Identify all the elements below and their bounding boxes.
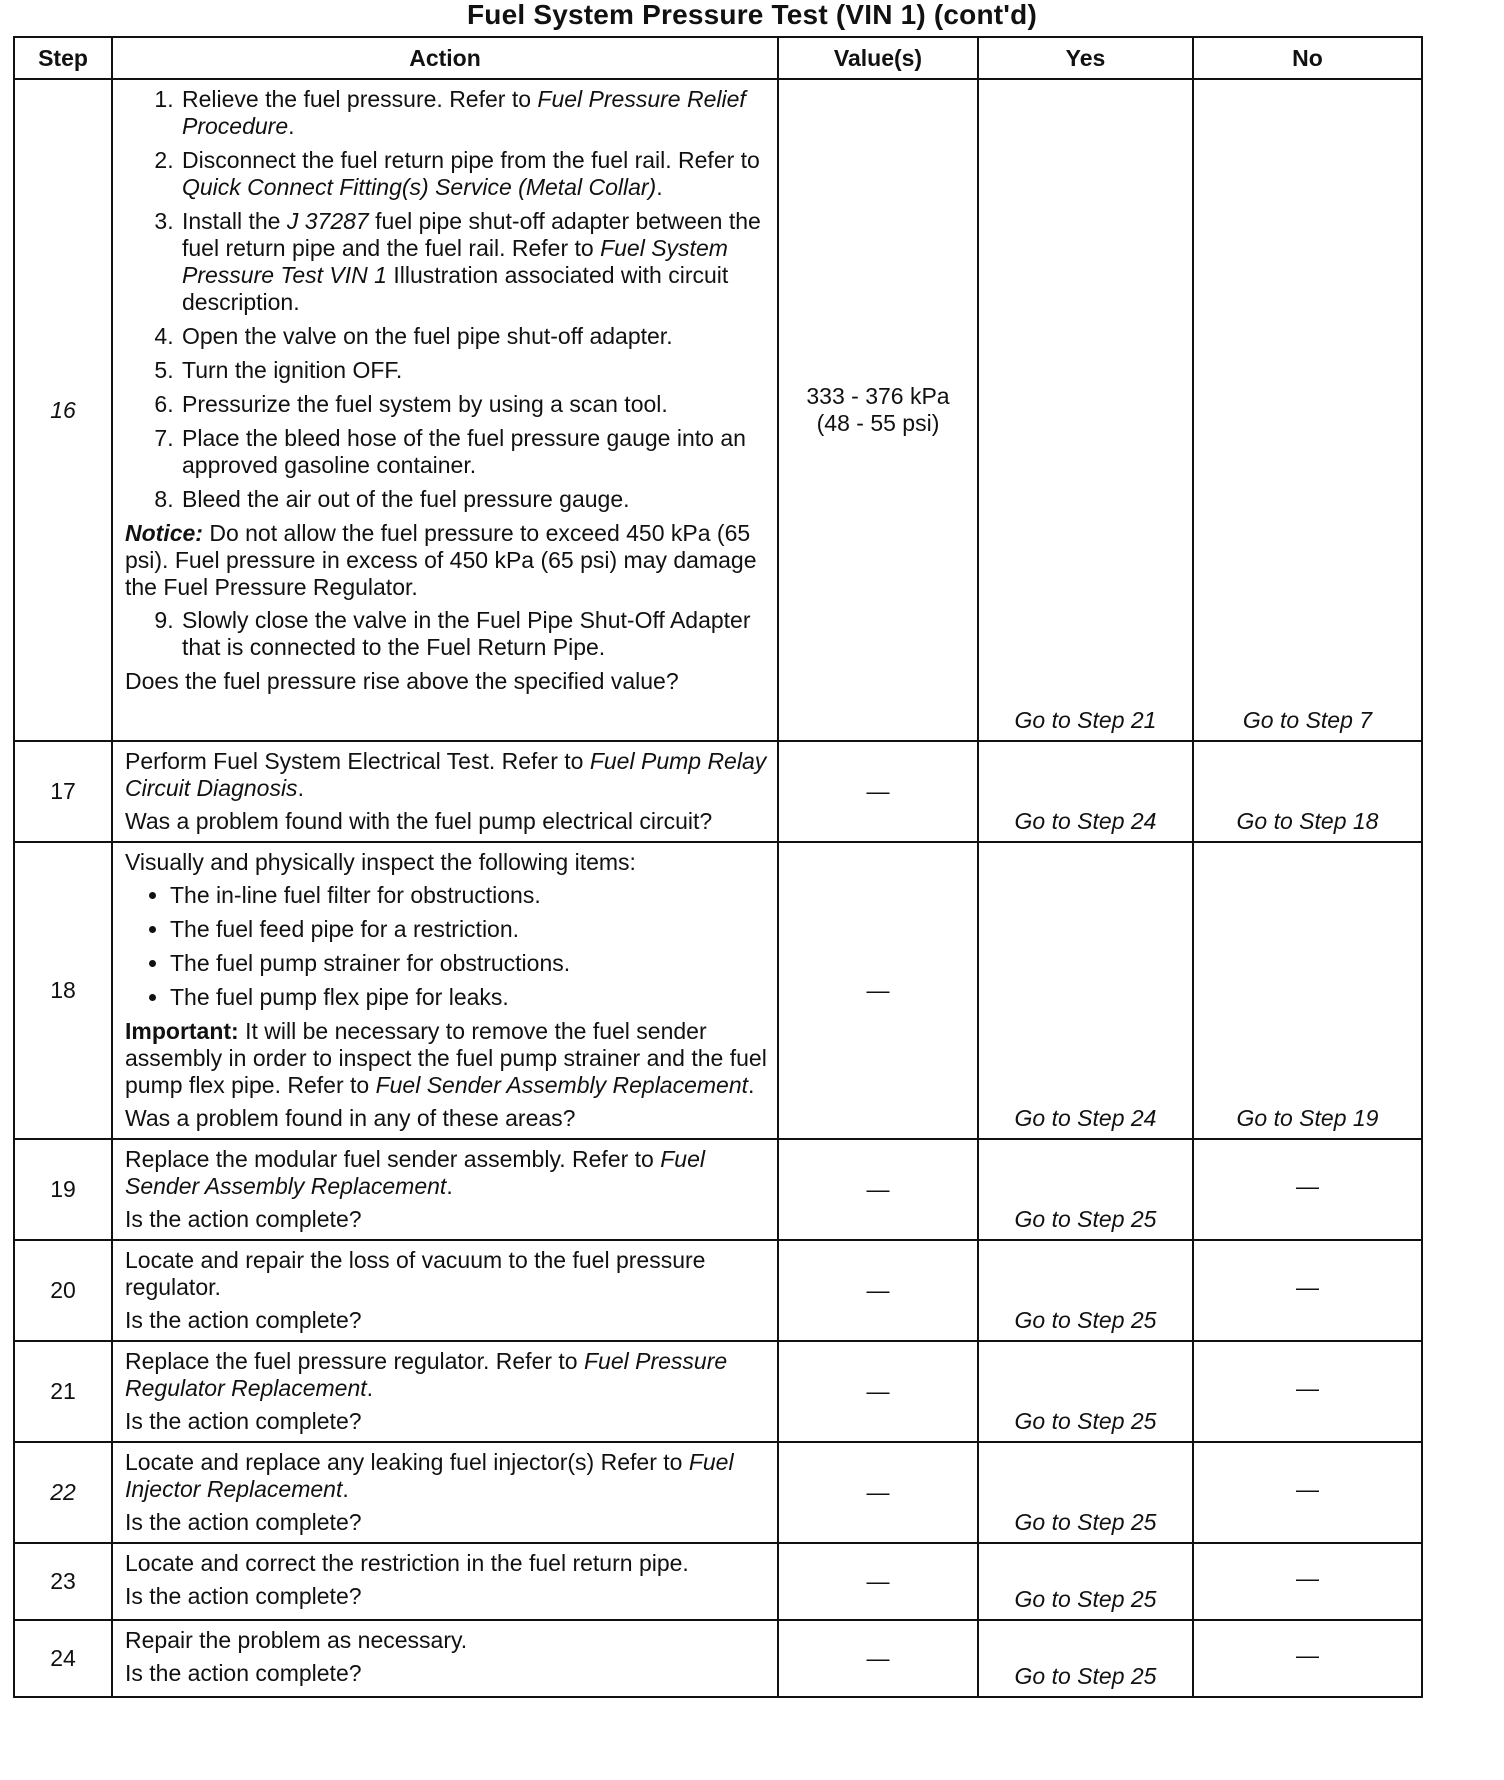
value-kpa: 333 - 376 kPa bbox=[806, 383, 950, 409]
list-item: 8. Bleed the air out of the fuel pressure gauge. bbox=[180, 486, 767, 513]
yes-cell: Go to Step 25 bbox=[978, 1240, 1193, 1341]
action-cell bbox=[112, 79, 778, 741]
step-number: 20 bbox=[14, 1240, 112, 1341]
yes-cell: Go to Step 25 bbox=[978, 1341, 1193, 1442]
important-note: Important: It will be necessary to remove the fuel sender assembly in order to inspect the fuel pump strainer and the fuel pump flex pipe. Refer to Fuel Sender Assembly Replacement. bbox=[125, 1018, 767, 1098]
table-header-row bbox=[14, 37, 1422, 79]
table-row bbox=[14, 1341, 1422, 1442]
table-row bbox=[14, 1620, 1422, 1697]
list-item: 4. Open the valve on the fuel pipe shut-off adapter. bbox=[180, 323, 767, 350]
list-item: • The fuel pump flex pipe for leaks. bbox=[170, 984, 767, 1011]
header-no: No bbox=[1193, 37, 1422, 79]
no-cell: Go to Step 18 bbox=[1193, 741, 1422, 842]
list-item: • The fuel feed pipe for a restriction. bbox=[170, 916, 767, 943]
list-item: 2. Disconnect the fuel return pipe from the fuel rail. Refer to Quick Connect Fitting(s) Service (Metal Collar). bbox=[180, 147, 767, 201]
action-cell: Locate and repair the loss of vacuum to the fuel pressure regulator. Is the action complete? bbox=[112, 1240, 778, 1341]
table-row bbox=[14, 1240, 1422, 1341]
question: Was a problem found with the fuel pump electrical circuit? bbox=[125, 808, 713, 834]
action-cell: Visually and physically inspect the following items: • The in-line fuel filter for obstructions. • The fuel feed pipe for a restriction. • The fuel pump strainer for obstructions. • The fuel pump flex pipe for leaks. Important: It will be necessary to remove the fuel sender assembly in order to inspect the fuel pump strainer and the fuel pump flex pipe. Refer to Fuel Sender Assembly Replacement. Was a problem found in any of these areas? bbox=[112, 842, 778, 1139]
value-cell: — bbox=[778, 1620, 978, 1697]
question: Is the action complete? bbox=[125, 1660, 362, 1686]
question: Is the action complete? bbox=[125, 1583, 362, 1609]
list-item: 1. Relieve the fuel pressure. Refer to Fuel Pressure Relief Procedure. bbox=[180, 86, 767, 140]
list-item: • The fuel pump strainer for obstructions. bbox=[170, 950, 767, 977]
action-cell: Locate and replace any leaking fuel injector(s) Refer to Fuel Injector Replacement. Is the action complete? bbox=[112, 1442, 778, 1543]
value-cell: — bbox=[778, 1442, 978, 1543]
step-number: 21 bbox=[14, 1341, 112, 1442]
header-values: Value(s) bbox=[778, 37, 978, 79]
procedure-list bbox=[125, 607, 767, 661]
action-cell: Locate and correct the restriction in the fuel return pipe. Is the action complete? bbox=[112, 1543, 778, 1620]
yes-cell: Go to Step 25 bbox=[978, 1139, 1193, 1240]
procedure-list bbox=[125, 86, 767, 513]
action-cell: Replace the modular fuel sender assembly. Refer to Fuel Sender Assembly Replacement. Is the action complete? bbox=[112, 1139, 778, 1240]
header-step: Step bbox=[14, 37, 112, 79]
table-row bbox=[14, 1442, 1422, 1543]
header-action: Action bbox=[112, 37, 778, 79]
page-title: Fuel System Pressure Test (VIN 1) (cont'd) bbox=[466, 0, 1037, 30]
table-row bbox=[14, 842, 1422, 1139]
action-cell: Perform Fuel System Electrical Test. Refer to Fuel Pump Relay Circuit Diagnosis. Was a problem found with the fuel pump electrical circuit? bbox=[112, 741, 778, 842]
yes-cell: Go to Step 21 bbox=[978, 79, 1193, 741]
yes-cell: Go to Step 25 bbox=[978, 1620, 1193, 1697]
table-row bbox=[14, 1139, 1422, 1240]
list-item: 6. Pressurize the fuel system by using a scan tool. bbox=[180, 391, 767, 418]
value-cell: — bbox=[778, 1543, 978, 1620]
step-number: 22 bbox=[14, 1442, 112, 1543]
value-cell: — bbox=[778, 1240, 978, 1341]
list-item: • The in-line fuel filter for obstructions. bbox=[170, 882, 767, 909]
value-cell: — bbox=[778, 741, 978, 842]
question: Was a problem found in any of these areas? bbox=[125, 1105, 576, 1131]
yes-cell: Go to Step 25 bbox=[978, 1543, 1193, 1620]
list-item: 5. Turn the ignition OFF. bbox=[180, 357, 767, 384]
table-row bbox=[14, 741, 1422, 842]
step-number: 24 bbox=[14, 1620, 112, 1697]
no-cell: — bbox=[1193, 1139, 1422, 1240]
procedure-table bbox=[13, 36, 1423, 1698]
value-cell: — bbox=[778, 1341, 978, 1442]
action-cell: Repair the problem as necessary. Is the action complete? bbox=[112, 1620, 778, 1697]
yes-cell: Go to Step 24 bbox=[978, 741, 1193, 842]
no-cell: Go to Step 19 bbox=[1193, 842, 1422, 1139]
notice: Notice: Do not allow the fuel pressure to exceed 450 kPa (65 psi). Fuel pressure in excess of 450 kPa (65 psi) may damage the Fuel Pressure Regulator. bbox=[125, 520, 757, 600]
yes-cell: Go to Step 25 bbox=[978, 1442, 1193, 1543]
question: Does the fuel pressure rise above the specified value? bbox=[125, 668, 679, 694]
no-cell: — bbox=[1193, 1442, 1422, 1543]
step-number: 17 bbox=[14, 741, 112, 842]
question: Is the action complete? bbox=[125, 1408, 362, 1434]
step-number: 18 bbox=[14, 842, 112, 1139]
value-psi: (48 - 55 psi) bbox=[816, 410, 940, 436]
list-item: 3. Install the J 37287 fuel pipe shut-off adapter between the fuel return pipe and the fuel rail. Refer to Fuel System Pressure Test VIN 1 Illustration associated with circuit description. bbox=[180, 208, 767, 316]
question: Is the action complete? bbox=[125, 1206, 362, 1232]
no-cell: — bbox=[1193, 1341, 1422, 1442]
step-number: 23 bbox=[14, 1543, 112, 1620]
action-cell: Replace the fuel pressure regulator. Refer to Fuel Pressure Regulator Replacement. Is the action complete? bbox=[112, 1341, 778, 1442]
question: Is the action complete? bbox=[125, 1509, 362, 1535]
value-cell bbox=[778, 79, 978, 741]
list-item: 7. Place the bleed hose of the fuel pressure gauge into an approved gasoline container. bbox=[180, 425, 767, 479]
no-cell: — bbox=[1193, 1543, 1422, 1620]
list-item: 9. Slowly close the valve in the Fuel Pipe Shut-Off Adapter that is connected to the Fuel Return Pipe. bbox=[180, 607, 767, 661]
step-number: 19 bbox=[14, 1139, 112, 1240]
value-cell: — bbox=[778, 842, 978, 1139]
step-number: 16 bbox=[14, 79, 112, 741]
table-row bbox=[14, 79, 1422, 741]
question: Is the action complete? bbox=[125, 1307, 362, 1333]
no-cell: Go to Step 7 bbox=[1193, 79, 1422, 741]
yes-cell: Go to Step 24 bbox=[978, 842, 1193, 1139]
no-cell: — bbox=[1193, 1240, 1422, 1341]
header-yes: Yes bbox=[978, 37, 1193, 79]
table-row bbox=[14, 1543, 1422, 1620]
no-cell: — bbox=[1193, 1620, 1422, 1697]
value-cell: — bbox=[778, 1139, 978, 1240]
inspection-list bbox=[125, 882, 767, 1011]
